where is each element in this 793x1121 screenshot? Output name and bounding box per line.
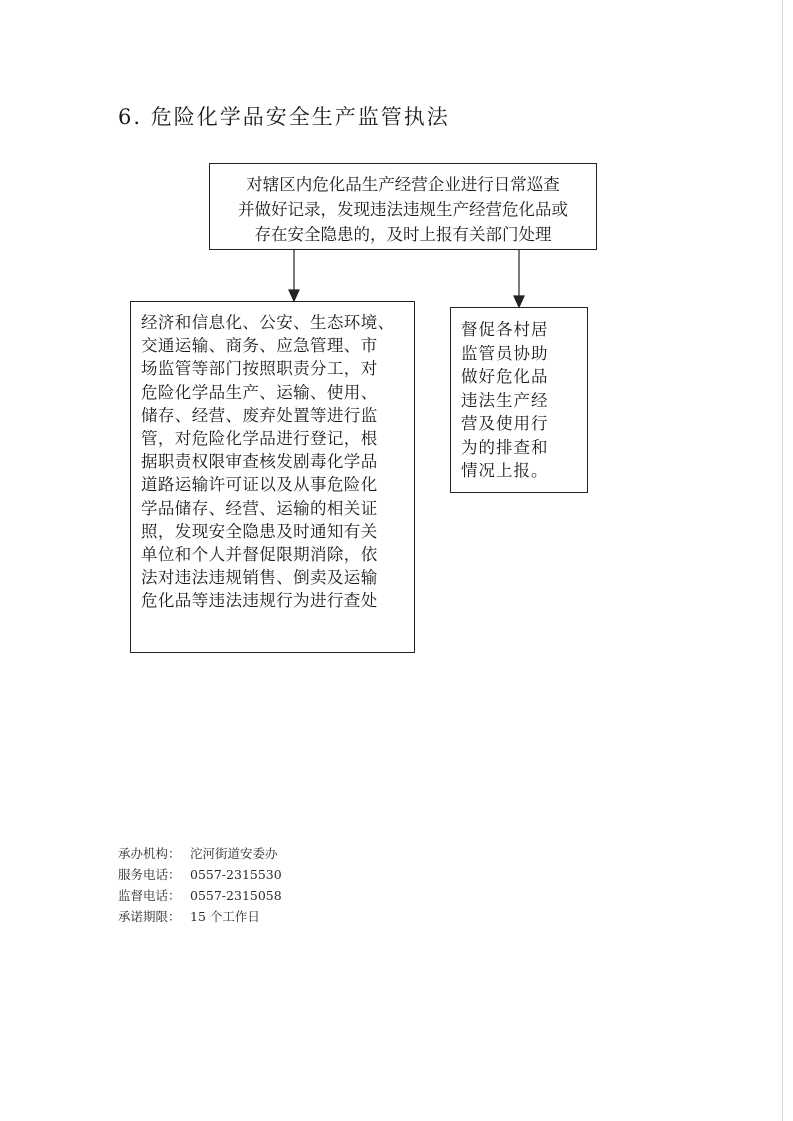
- arrow-right-head: [514, 296, 524, 307]
- page-title: 6. 危险化学品安全生产监管执法: [118, 105, 450, 129]
- service-phone-label: 服务电话：: [118, 867, 181, 882]
- supervision-phone-value: 0557-2315058: [190, 888, 282, 903]
- footer-row-service-phone: [118, 864, 282, 885]
- deadline-value: 15 个工作日: [190, 909, 260, 924]
- flow-box-right-text: 督促各村居 监管员协助 做好危化品 违法生产经 营及使用行 为的排查和 情况上报。: [461, 320, 549, 480]
- office-label: 承办机构：: [118, 846, 181, 861]
- supervision-phone-label: 监督电话：: [118, 888, 181, 903]
- flow-box-right: [450, 307, 588, 493]
- flow-box-left-text: 经济和信息化、公安、生态环境、 交通运输、商务、应急管理、市 场监管等部门按照职责分工，对 危险化学品生产、运输、使用、 储存、经营、废弃处置等进行监 管，对危险化学品进行登记，根 据职责权限审查核发剧毒化学品 道路运输许可证以及从事危险化 学品储存、经营、运输的相关证 照，发现安全隐患及时通知有关 单位和个人并督促限期消除，依 法对违法违规销售、倒卖及运输 危化品等违法违规行为进行查处: [141, 313, 395, 611]
- service-phone-value: 0557-2315530: [190, 867, 282, 882]
- office-value: 沱河街道安委办: [190, 846, 278, 861]
- flow-box-left: [130, 301, 415, 653]
- deadline-label: 承诺期限：: [118, 909, 181, 924]
- footer-info: [118, 843, 282, 927]
- flow-box-top-text: 对辖区内危化品生产经营企业进行日常巡查 并做好记录，发现违法违规生产经营危化品或 存在安全隐患的，及时上报有关部门处理: [238, 175, 568, 244]
- footer-row-office: [118, 843, 282, 864]
- arrow-left-head: [289, 290, 299, 301]
- footer-row-deadline: [118, 906, 282, 927]
- footer-row-supervision-phone: [118, 885, 282, 906]
